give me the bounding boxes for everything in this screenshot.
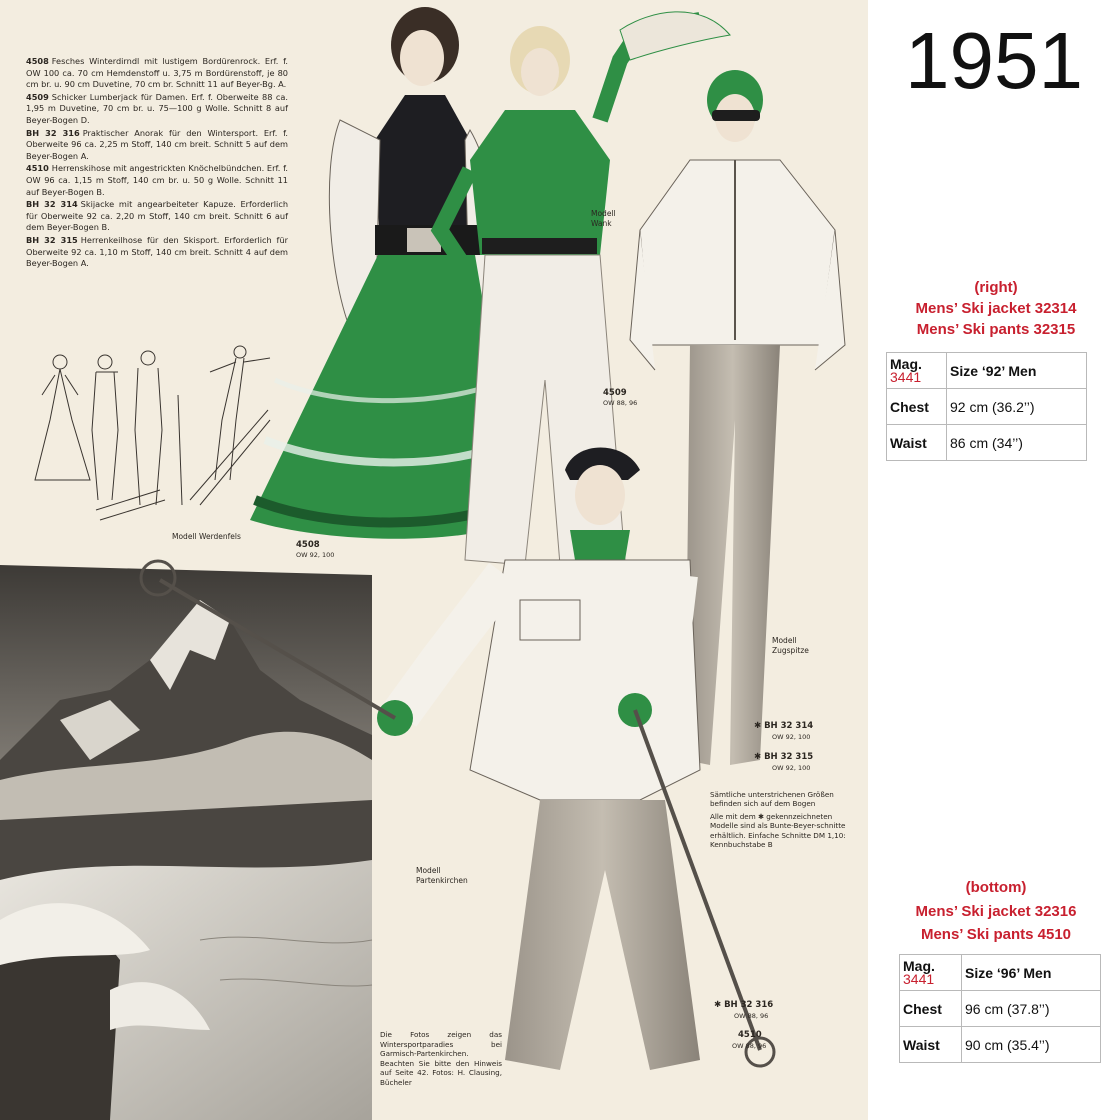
bunte-note: Alle mit dem ✱ gekennzeichneten Modelle sind als Bunte-Beyer-schnitte erhältlich. Einfache Schnitte DM 1,10: Kennbuchstabe B (710, 811, 846, 850)
description-text: Praktischer Anorak für den Wintersport. Erf. f. Oberweite 96 ca. 2,25 m Stoff, 140 cm breit. Schnitt 5 auf dem Beyer-Bogen A. (26, 127, 289, 161)
mag-label: Mag. (890, 355, 922, 372)
sizes-32315: OW 92, 100 (772, 764, 811, 772)
line-art-figures (35, 346, 270, 520)
description-code: 4508 (26, 56, 49, 66)
row-value: 96 cm (37.8’’) (962, 991, 1101, 1027)
description-code: BH 32 315 (26, 234, 78, 245)
row-label: Chest (900, 991, 962, 1027)
table-row (887, 389, 1087, 425)
mag-cell (887, 353, 947, 389)
model-label-partenkirchen: Modell Partenkirchen (416, 866, 468, 885)
description-item (26, 235, 288, 270)
row-label: Chest (887, 389, 947, 425)
right-heading-pants: Mens’ Ski pants 32315 (916, 321, 1076, 338)
table-row (887, 425, 1087, 461)
table-header-row (887, 353, 1087, 389)
row-value: 90 cm (35.4’’) (962, 1027, 1101, 1063)
description-text: Fesches Winterdirndl mit lustigem Bordürenrock. Erf. f. OW 100 ca. 70 cm Hemdenstoff u. 3,75 m Bordürenstoff, je 80 cm br. u. 90 cm Duvetine, 70 cm br. Schnitt 11 auf Beyer-Bg. A. (26, 56, 288, 90)
mountain-photo (0, 565, 372, 1120)
model-label-wank: Modell Wank (591, 209, 616, 228)
code-4508: 4508 (296, 540, 320, 550)
sizes-note: Sämtliche unterstrichenen Größen befinden sich auf dem Bogen (710, 790, 834, 809)
row-label: Waist (887, 425, 947, 461)
bottom-heading-position: (bottom) (965, 879, 1027, 896)
description-item (26, 163, 288, 198)
sizes-32316: OW 88, 96 (734, 1012, 769, 1020)
row-value: 86 cm (34’’) (947, 425, 1087, 461)
table-row (900, 991, 1101, 1027)
description-code: BH 32 316 (26, 127, 80, 138)
description-item (26, 56, 288, 91)
pattern-note (710, 790, 856, 849)
table-row (900, 1027, 1101, 1063)
mag-number: 3441 (890, 368, 922, 385)
description-item (26, 128, 288, 163)
description-text: Skijacke mit angearbeiteter Kapuze. Erforderlich für Oberweite 92 ca. 2,20 m Stoff, 140 cm breit. Schnitt 6 auf dem Beyer-Bogen B. (26, 199, 289, 233)
right-heading-position: (right) (974, 279, 1018, 296)
year-title: 1951 (905, 16, 1083, 105)
mag-number: 3441 (903, 970, 935, 987)
sizes-4509: OW 88, 96 (603, 399, 638, 407)
pattern-descriptions (26, 56, 288, 271)
mag-cell (900, 955, 962, 991)
description-code: BH 32 314 (26, 199, 78, 210)
model-label-zugspitze: Modell Zugspitze (772, 636, 809, 655)
code-4509: 4509 (603, 388, 627, 398)
photo-caption: Die Fotos zeigen das Wintersportparadies bei Garmisch-Partenkirchen. Beachten Sie bitte den Hinweis auf Seite 42. Fotos: H. Clausing, Bücheler (380, 1030, 502, 1087)
right-size-table (886, 352, 1087, 461)
sizes-4510: OW 88, 96 (732, 1042, 767, 1050)
description-item (26, 199, 288, 234)
description-text: Herrenkeilhose für den Skisport. Erforderlich für Oberweite 92 ca. 1,10 m Stoff, 140 cm breit. Schnitt 4 auf dem Beyer-Bogen A. (26, 234, 288, 269)
code-32315: ✱ BH 32 315 (754, 752, 814, 762)
right-heading-jacket: Mens’ Ski jacket 32314 (915, 300, 1077, 317)
description-text: Schicker Lumberjack für Damen. Erf. f. Oberweite 88 ca. 1,95 m Duvetine, 70 cm br. u. 75—100 g Wolle. Schnitt 8 auf Beyer-Bogen D. (26, 91, 288, 125)
bottom-size-table (899, 954, 1101, 1063)
sizes-4508: OW 92, 100 (296, 551, 335, 559)
description-item (26, 92, 288, 127)
code-4510: 4510 (738, 1030, 762, 1040)
description-text: Herrenskihose mit angestrickten Knöchelbündchen. Erf. f. OW 96 ca. 1,15 m Stoff, 140 cm br. u. 50 g Wolle. Schnitt 11 auf Beyer-Bogen B. (26, 163, 288, 197)
bottom-heading-pants: Mens’ Ski pants 4510 (920, 926, 1072, 943)
row-label: Waist (900, 1027, 962, 1063)
size-label: Size ‘92’ Men (947, 353, 1087, 389)
mag-label: Mag. (903, 957, 935, 974)
sizes-32314: OW 92, 100 (772, 733, 811, 741)
size-label: Size ‘96’ Men (962, 955, 1101, 991)
description-code: 4510 (26, 163, 49, 174)
row-value: 92 cm (36.2’’) (947, 389, 1087, 425)
bottom-heading-jacket: Mens’ Ski jacket 32316 (915, 903, 1077, 920)
code-32314: ✱ BH 32 314 (754, 721, 814, 731)
table-header-row (900, 955, 1101, 991)
code-32316: ✱ BH 32 316 (714, 1000, 774, 1010)
description-code: 4509 (26, 91, 49, 102)
model-label-werdenfels: Modell Werdenfels (172, 532, 241, 541)
